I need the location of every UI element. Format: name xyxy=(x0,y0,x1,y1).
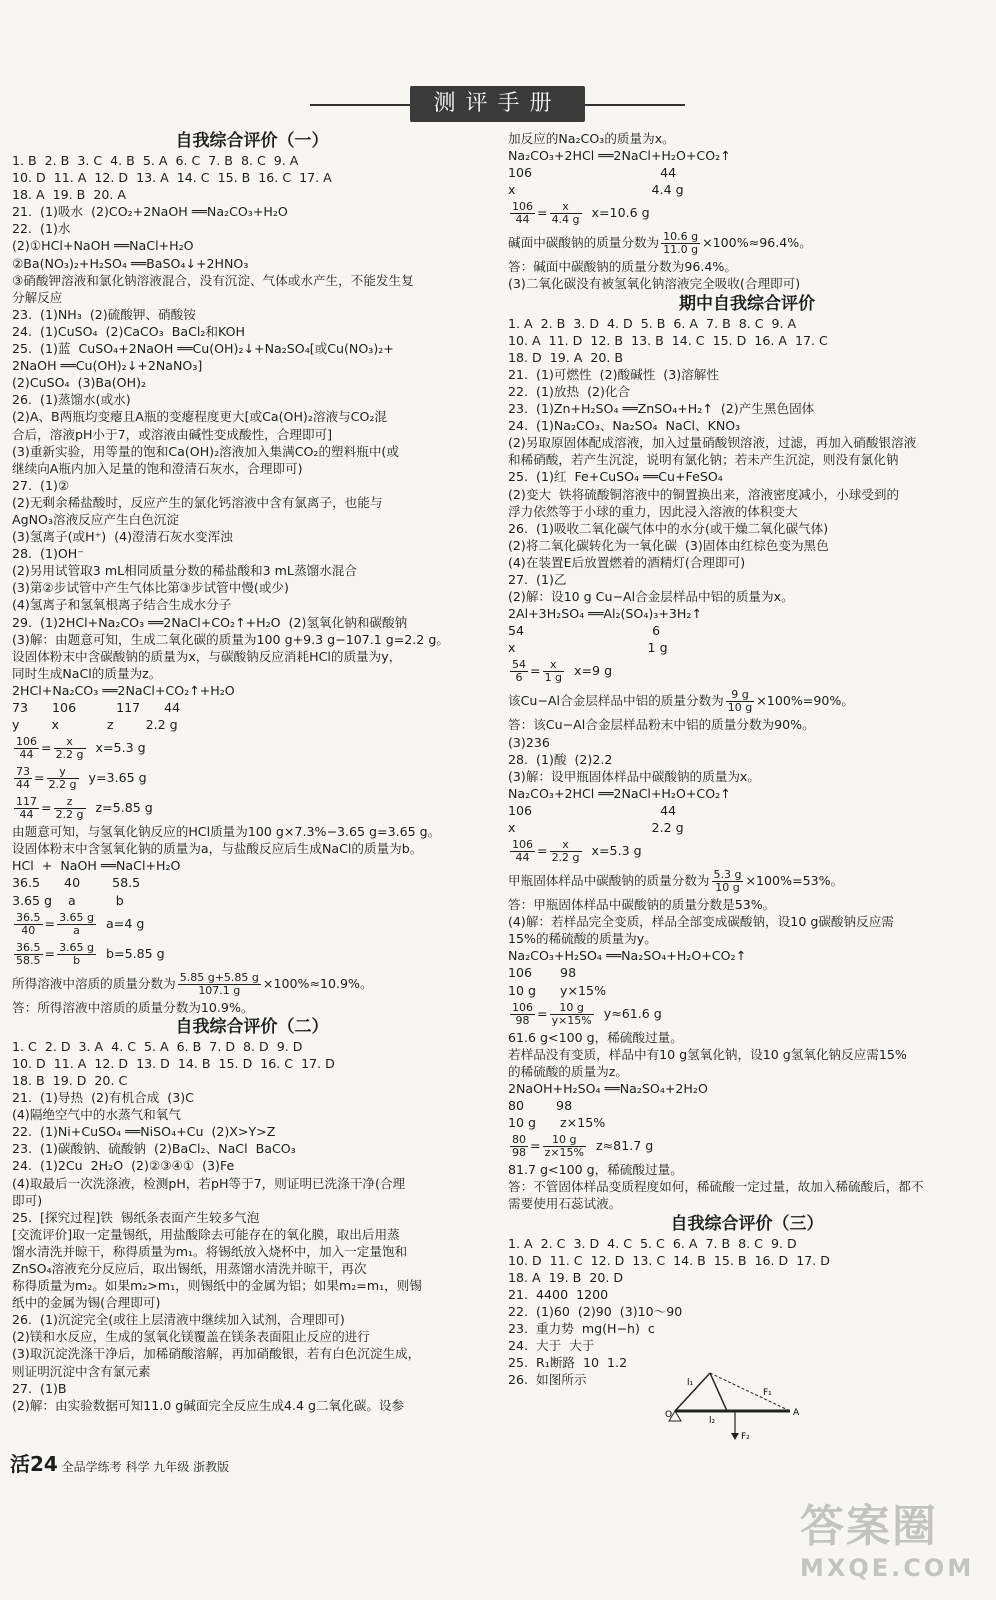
answer-line: (2)无剩余稀盐酸时，反应产生的氯化钙溶液中含有氯离子，也能与 xyxy=(12,494,383,510)
fraction xyxy=(550,201,582,226)
fraction-numerator: 5.85 g+5.85 g xyxy=(179,970,259,984)
page-header xyxy=(0,86,996,126)
formula-prefix: 碱面中碳酸钠的质量分数为 xyxy=(508,235,660,251)
formula-line xyxy=(508,198,986,228)
fraction xyxy=(510,1002,535,1027)
answer-line: 2Al+3H₂SO₄ ══Al₂(SO₄)₃+3H₂↑ xyxy=(508,606,702,622)
formula-line xyxy=(12,969,492,999)
answer-line: 答：该Cu−Al合金层样品粉末中铝的质量分数为90%。 xyxy=(508,717,815,733)
answer-line: (2)将二氧化碳转化为一氧化碳 (3)固体由红棕色变为黑色 xyxy=(508,537,829,553)
formula-result: x=9 g xyxy=(566,663,613,679)
answer-line: 106 44 xyxy=(508,802,677,818)
answer-line: 10 g y×15% xyxy=(508,982,607,998)
equals-sign: = xyxy=(537,1005,548,1021)
watermark-line1: 答案圈 xyxy=(800,1501,938,1552)
fraction-numerator: 10 g xyxy=(543,1134,586,1147)
formula-prefix: 甲瓶固体样品中碳酸钠的质量分数为 xyxy=(508,873,710,889)
fraction xyxy=(661,231,700,256)
answer-line: 22. (1)Ni+CuSO₄ ══NiSO₄+Cu (2)X>Y>Z xyxy=(12,1124,276,1140)
answer-line: 的稀硫酸的质量为z。 xyxy=(508,1063,628,1079)
equals-sign: = xyxy=(44,915,56,931)
fraction-numerator: x xyxy=(550,839,582,852)
answer-line: (4)取最后一次洗涤液，检测pH，若pH等于7，则证明已洗涤干净(合理 xyxy=(12,1175,406,1191)
answer-line: 纸中的金属为锡(合理即可) xyxy=(12,1295,161,1311)
equals-sign: = xyxy=(44,945,56,961)
fraction-denominator: 98 xyxy=(515,1013,530,1027)
formula-line xyxy=(508,866,986,896)
answer-line: 106 44 xyxy=(508,165,677,181)
section-title: 期中自我综合评价 xyxy=(679,293,815,314)
fraction-denominator: 4.4 g xyxy=(551,213,580,227)
formula-result: x=5.3 g xyxy=(87,740,146,756)
fraction-denominator: 40 xyxy=(21,923,36,937)
answer-line: 22. (1)放热 (2)化合 xyxy=(508,383,631,399)
fraction-numerator: 10 g xyxy=(550,1002,594,1015)
answer-line: (3)氢离子(或H⁺) (4)澄清石灰水变浑浊 xyxy=(12,529,233,545)
answer-line: 61.6 g<100 g，稀硫酸过量。 xyxy=(508,1029,683,1045)
fraction xyxy=(550,1002,594,1027)
fraction-numerator: x xyxy=(543,659,564,672)
answer-line: 18. D 19. A 20. B xyxy=(508,349,624,365)
answer-line: 25. [探究过程]铁 锡纸条表面产生较多气泡 xyxy=(12,1209,260,1225)
answer-line: 24. (1)CuSO₄ (2)CaCO₃ BaCl₂和KOH xyxy=(12,323,245,339)
fraction xyxy=(510,659,528,684)
fraction-denominator: 11.0 g xyxy=(663,243,699,257)
answer-line: 106 98 xyxy=(508,965,577,981)
formula-line xyxy=(12,793,492,823)
answer-line: 26. (1)吸收二氧化碳气体中的水分(或干燥二氧化碳气体) xyxy=(508,520,829,536)
formula-result: y=3.65 g xyxy=(80,770,147,786)
answer-line: 即可) xyxy=(12,1192,43,1208)
answer-line: 18. A 19. B 20. A xyxy=(12,187,126,203)
answer-line: 10 g z×15% xyxy=(508,1115,606,1131)
fraction-denominator: 58.5 xyxy=(16,953,41,967)
fraction-numerator: 106 xyxy=(16,735,37,749)
answer-line: (2)解：设10 g Cu−Al合金层样品中铝的质量为x。 xyxy=(508,589,794,605)
header-rule-right xyxy=(585,104,685,106)
left-column xyxy=(12,130,492,1414)
answer-line: (2)①HCl+NaOH ══NaCl+H₂O xyxy=(12,238,194,254)
answer-line: (3)236 xyxy=(508,734,550,750)
answer-line: 25. R₁断路 10 1.2 xyxy=(508,1355,628,1371)
answer-line: (2)变大 铁将硫酸铜溶液中的铜置换出来，溶液密度减小，小球受到的 xyxy=(508,486,900,502)
fraction-numerator: 3.65 g xyxy=(59,940,95,954)
answer-line: 24. 大于 大于 xyxy=(508,1338,595,1354)
answer-line: (4)解：若样品完全变质，样品全部变成碳酸钠，设10 g碳酸钠反应需 xyxy=(508,914,894,930)
answer-line: 10. D 11. A 12. D 13. D 14. B 15. D 16. C 17. D xyxy=(12,1055,335,1071)
answer-line: 和稀硝酸，若产生沉淀，说明有氯化钠；若未产生沉淀，则没有氯化钠 xyxy=(508,452,899,468)
answer-line: 10. D 11. C 12. D 13. C 14. B 15. B 16. D 17. D xyxy=(508,1252,830,1268)
fraction-numerator: 73 xyxy=(16,765,30,779)
fraction xyxy=(550,839,582,864)
equals-sign: = xyxy=(41,740,52,756)
answer-line: 27. (1)② xyxy=(12,477,70,493)
answer-line: (4)在装置E后放置燃着的酒精灯(合理即可) xyxy=(508,554,746,570)
answer-line: 23. (1)NH₃ (2)硫酸钾、硝酸铵 xyxy=(12,306,196,322)
answer-line: 15%的稀硫酸的质量为y。 xyxy=(508,931,657,947)
equals-sign: = xyxy=(34,770,45,786)
fraction-numerator: 9 g xyxy=(726,689,754,702)
answer-line: 22. (1)水 xyxy=(12,221,71,237)
answer-line: 81.7 g<100 g，稀硫酸过量。 xyxy=(508,1162,683,1178)
formula-result: x=10.6 g xyxy=(583,205,650,221)
fraction xyxy=(178,972,261,997)
fraction-denominator: 107.1 g xyxy=(198,983,241,997)
equals-sign: = xyxy=(537,205,548,221)
answer-line: 继续向A瓶内加入足量的饱和澄清石灰水，合理即可) xyxy=(12,460,303,476)
lever-diagram xyxy=(665,1365,805,1445)
diagram-label-a: A xyxy=(793,1408,800,1418)
fraction xyxy=(543,1134,586,1159)
answer-line: x 1 g xyxy=(508,640,668,656)
answer-line: 答：碱面中碳酸钠的质量分数为96.4%。 xyxy=(508,259,737,275)
fraction-denominator: 10 g xyxy=(715,881,740,895)
answer-line: 加反应的Na₂CO₃的质量为x。 xyxy=(508,131,675,146)
section-title: 自我综合评价（二） xyxy=(175,1016,329,1037)
section-title: 自我综合评价（一） xyxy=(175,131,329,151)
answer-line: (2)另用试管取3 mL相同质量分数的稀盐酸和3 mL蒸馏水混合 xyxy=(12,563,357,579)
answer-line: 18. A 19. B 20. D xyxy=(508,1269,624,1285)
diagram-label-f1: F₁ xyxy=(763,1388,772,1398)
fraction xyxy=(14,796,39,821)
answer-line: ③硝酸钾溶液和氯化钠溶液混合，没有沉淀、气体或水产生，不能发生复 xyxy=(12,272,414,288)
formula-result: ×100%=90%。 xyxy=(756,693,854,709)
answer-line: 21. (1)吸水 (2)CO₂+2NaOH ══Na₂CO₃+H₂O xyxy=(12,204,288,220)
formula-result: ×100%≈96.4%。 xyxy=(702,235,812,251)
watermark-logo xyxy=(800,1490,980,1590)
answer-line: 21. (1)可燃性 (2)酸碱性 (3)溶解性 xyxy=(508,366,719,382)
answer-line: y x z 2.2 g xyxy=(12,717,178,733)
answer-line: 23. (1)碳酸钠、硫酸钠 (2)BaCl₂、NaCl BaCO₃ xyxy=(12,1141,296,1157)
equals-sign: = xyxy=(530,663,541,679)
answer-line: 80 98 xyxy=(508,1098,573,1114)
answer-line: 36.5 40 58.5 xyxy=(12,875,141,891)
fraction-denominator: 2.2 g xyxy=(55,808,84,822)
fraction xyxy=(14,912,43,937)
fraction xyxy=(510,839,535,864)
fraction xyxy=(510,1134,528,1159)
answer-line: (3)解：由题意可知，生成二氧化碳的质量为100 g+9.3 g−107.1 g=2.2 g。 xyxy=(12,631,449,647)
diagram-label-l1: l₁ xyxy=(687,1378,694,1388)
answer-line: (2)另取原固体配成溶液，加入过量硝酸钡溶液，过滤，再加入硝酸银溶液 xyxy=(508,435,917,451)
diagram-label-l2: l₂ xyxy=(709,1416,716,1426)
fraction-denominator: 2.2 g xyxy=(48,778,77,792)
formula-result: z=5.85 g xyxy=(87,800,153,816)
fraction-denominator: 44 xyxy=(515,851,530,865)
formula-result: ×100%=53%。 xyxy=(745,873,844,889)
formula-result: ×100%≈10.9%。 xyxy=(262,975,373,991)
answer-line: 26. (1)沉淀完全(或往上层清液中继续加入试剂，合理即可) xyxy=(12,1312,345,1328)
fraction xyxy=(726,689,754,714)
answer-line: (3)取沉淀洗涤干净后，加稀硝酸溶解，再加硝酸银，若有白色沉淀生成， xyxy=(12,1346,421,1362)
answer-line: (2)A、B两瓶均变瘪且A瓶的变瘪程度更大[或Ca(OH)₂溶液与CO₂混 xyxy=(12,409,388,425)
fraction-numerator: 5.3 g xyxy=(713,868,742,882)
formula-line xyxy=(12,763,492,793)
fraction-denominator: 1 g xyxy=(544,671,563,685)
answer-line: 18. B 19. D 20. C xyxy=(12,1072,128,1088)
fraction xyxy=(14,736,39,761)
answer-line: 21. (1)导热 (2)有机合成 (3)C xyxy=(12,1090,194,1106)
answer-line: 设固体粉末中含氢氧化钠的质量为a，与盐酸反应后生成NaCl的质量为b。 xyxy=(12,841,423,857)
answer-line: 需要使用石蕊试液。 xyxy=(508,1196,622,1212)
section-title: 自我综合评价（三） xyxy=(670,1213,824,1234)
answer-line: (3)第②步试管中产生气体比第③步试管中慢(或少) xyxy=(12,580,289,596)
fraction-denominator: 44 xyxy=(19,748,34,762)
equals-sign: = xyxy=(537,843,548,859)
fraction-denominator: 44 xyxy=(515,213,530,227)
fraction-denominator: a xyxy=(73,923,80,937)
answer-line: 28. (1)酸 (2)2.2 xyxy=(508,751,613,767)
fraction-denominator: z×15% xyxy=(544,1146,585,1160)
fraction-numerator: x xyxy=(550,201,582,214)
formula-line xyxy=(508,656,986,686)
fraction-denominator: 98 xyxy=(512,1146,526,1160)
page-number: 活24 xyxy=(10,1452,58,1476)
right-column xyxy=(508,130,986,1388)
formula-prefix: 该Cu−Al合金层样品中铝的质量分数为 xyxy=(508,693,724,709)
answer-line: 馏水清洗并晾干，称得质量为m₁。将锡纸放入烧杯中，加入一定量饱和 xyxy=(12,1243,408,1259)
fraction-denominator: 2.2 g xyxy=(55,748,84,762)
fraction xyxy=(510,201,535,226)
answer-line: ②Ba(NO₃)₂+H₂SO₄ ══BaSO₄↓+2HNO₃ xyxy=(12,255,249,271)
answer-line: 答：不管固体样品变质程度如何，稀硫酸一定过量，故加入稀硫酸后，都不 xyxy=(508,1179,924,1195)
answer-line: x 2.2 g xyxy=(508,820,684,835)
fraction-denominator: 2.2 g xyxy=(551,851,580,865)
answer-line: AgNO₃溶液反应产生白色沉淀 xyxy=(12,511,179,527)
answer-line: 23. (1)Zn+H₂SO₄ ══ZnSO₄+H₂↑ (2)产生黑色固体 xyxy=(508,401,815,417)
answer-line: 设固体粉末中含碳酸钠的质量为x，与碳酸钠反应消耗HCl的质量为y， xyxy=(12,648,402,664)
answer-line: Na₂CO₃+2HCl ══2NaCl+H₂O+CO₂↑ xyxy=(508,785,731,801)
answer-line: 2NaOH+H₂SO₄ ══Na₂SO₄+2H₂O xyxy=(508,1080,708,1096)
answer-line: 26. 如图所示 xyxy=(508,1372,587,1388)
answer-line: (3)解：设甲瓶固体样品中碳酸钠的质量为x。 xyxy=(508,768,760,784)
fraction-numerator: 10.6 g xyxy=(663,230,699,244)
diagram-label-o: O xyxy=(665,1410,673,1420)
answer-line: 合后，溶液pH小于7，或溶液由碱性变成酸性，合理即可] xyxy=(12,426,333,442)
fraction xyxy=(47,766,79,791)
answer-line: 1. A 2. B 3. D 4. D 5. B 6. A 7. B 8. C 9. A xyxy=(508,315,797,331)
answer-line: (3)二氧化碳没有被氢氧化钠溶液完全吸收(合理即可) xyxy=(508,276,801,292)
answer-line: 答：所得溶液中溶质的质量分数为10.9%。 xyxy=(12,999,254,1015)
fraction-numerator: 106 xyxy=(512,838,533,852)
fraction-denominator: 6 xyxy=(515,671,523,685)
answer-line: 25. (1)蓝 CuSO₄+2NaOH ══Cu(OH)₂↓+Na₂SO₄[或Cu(NO₃)₂+ xyxy=(12,341,394,357)
answer-line: x 4.4 g xyxy=(508,182,684,198)
answer-line: (2)CuSO₄ (3)Ba(OH)₂ xyxy=(12,375,147,391)
fraction-denominator: 10 g xyxy=(727,701,753,715)
answer-line: 73 106 117 44 xyxy=(12,700,181,715)
answer-line: 29. (1)2HCl+Na₂CO₃ ══2NaCl+CO₂↑+H₂O (2)氢氧化钠和碳酸钠 xyxy=(12,614,408,630)
formula-line xyxy=(508,228,986,258)
answer-line: 若样品没有变质，样品中有10 g氢氧化钠，设10 g氢氧化钠反应需15% xyxy=(508,1046,907,1062)
fraction-numerator: 80 xyxy=(512,1133,526,1147)
answer-line: 1. B 2. B 3. C 4. B 5. A 6. C 7. B 8. C 9. A xyxy=(12,153,299,168)
answer-line: 10. A 11. D 12. B 13. B 14. C 15. D 16. A 17. C xyxy=(508,332,828,348)
answer-line: 2NaOH ══Cu(OH)₂↓+2NaNO₃] xyxy=(12,358,203,374)
formula-line xyxy=(508,686,986,716)
answer-line: 则证明沉淀中含有氯元素 xyxy=(12,1363,151,1379)
page-footer xyxy=(10,1448,229,1477)
fraction xyxy=(54,736,86,761)
answer-line: 24. (1)2Cu 2H₂O (2)②③④① (3)Fe xyxy=(12,1158,235,1174)
answer-line: 26. (1)蒸馏水(或水) xyxy=(12,392,131,408)
fraction-numerator: x xyxy=(54,736,86,749)
answer-line: 27. (1)B xyxy=(12,1380,67,1396)
answer-line: 答：甲瓶固体样品中碳酸钠的质量分数是53%。 xyxy=(508,897,776,913)
answer-line: 由题意可知，与氢氧化钠反应的HCl质量为100 g×7.3%−3.65 g=3.65 g。 xyxy=(12,824,441,840)
fraction-numerator: 3.65 g xyxy=(59,910,95,924)
answer-line: 27. (1)乙 xyxy=(508,571,567,587)
fraction-numerator: 106 xyxy=(512,1000,533,1014)
formula-result: z≈81.7 g xyxy=(588,1138,654,1154)
formula-line xyxy=(508,1131,986,1161)
answer-line: (2)解：由实验数据可知11.0 g碱面完全反应生成4.4 g二氧化碳。设参 xyxy=(12,1397,405,1413)
equals-sign: = xyxy=(41,800,52,816)
answer-line: 称得质量为m₂。如果m₂>m₁，则锡纸中的金属为铝；如果m₂=m₁，则锡 xyxy=(12,1278,422,1294)
answer-line: 23. 重力势 mg(H−h) c xyxy=(508,1320,655,1336)
answer-line: 22. (1)60 (2)90 (3)10～90 xyxy=(508,1303,683,1319)
header-rule-left xyxy=(310,104,410,106)
answer-line: 28. (1)OH⁻ xyxy=(12,546,84,562)
answer-line: (4)隔绝空气中的水蒸气和氧气 xyxy=(12,1107,181,1123)
answer-line: 25. (1)红 Fe+CuSO₄ ══Cu+FeSO₄ xyxy=(508,469,723,485)
fraction xyxy=(54,796,86,821)
answer-line: (2)镁和水反应，生成的氢氧化镁覆盖在镁条表面阻止反应的进行 xyxy=(12,1329,370,1345)
fraction xyxy=(14,766,32,791)
formula-line xyxy=(12,733,492,763)
fraction-denominator: 44 xyxy=(19,808,34,822)
formula-line xyxy=(508,999,986,1029)
answer-line: Na₂CO₃+2HCl ══2NaCl+H₂O+CO₂↑ xyxy=(508,148,731,164)
formula-result: b=5.85 g xyxy=(98,945,165,961)
formula-result: y≈61.6 g xyxy=(595,1005,662,1021)
formula-prefix: 所得溶液中溶质的质量分数为 xyxy=(12,975,176,991)
answer-line: 1. C 2. D 3. A 4. C 5. A 6. B 7. D 8. D 9. D xyxy=(12,1038,303,1054)
answer-line: [交流评价]取一定量锡纸，用盐酸除去可能存在的氧化膜，取出后用蒸 xyxy=(12,1226,400,1242)
formula-result: x=5.3 g xyxy=(583,843,642,859)
fraction-denominator: y×15% xyxy=(551,1013,592,1027)
answer-line: 24. (1)Na₂CO₃、Na₂SO₄ NaCl、KNO₃ xyxy=(508,418,741,434)
formula-result: a=4 g xyxy=(98,915,145,931)
fraction xyxy=(14,942,43,967)
answer-line: 10. D 11. A 12. D 13. A 14. C 15. B 16. C 17. A xyxy=(12,170,332,186)
fraction-numerator: 36.5 xyxy=(16,910,41,924)
fraction-numerator: 117 xyxy=(16,795,37,809)
watermark-line2: MXQE.COM xyxy=(800,1554,975,1582)
answer-line: Na₂CO₃+H₂SO₄ ══Na₂SO₄+H₂O+CO₂↑ xyxy=(508,948,747,964)
formula-line xyxy=(508,836,986,866)
fraction xyxy=(57,942,96,967)
formula-line xyxy=(12,909,492,939)
header-banner: 测评手册 xyxy=(410,86,585,122)
footer-text: 全品学练考 科学 九年级 浙教版 xyxy=(61,1460,230,1474)
answer-line: 同时生成NaCl的质量为z。 xyxy=(12,665,162,681)
answer-line: HCl + NaOH ══NaCl+H₂O xyxy=(12,858,181,874)
fraction-denominator: 44 xyxy=(16,778,30,792)
fraction xyxy=(57,912,96,937)
formula-line xyxy=(12,939,492,969)
equals-sign: = xyxy=(530,1138,541,1154)
fraction xyxy=(543,659,564,684)
answer-line: 21. 4400 1200 xyxy=(508,1286,609,1302)
answer-line: (4)氢离子和氢氧根离子结合生成水分子 xyxy=(12,597,232,613)
answer-line: 54 6 xyxy=(508,623,661,639)
fraction-numerator: 36.5 xyxy=(16,940,41,954)
fraction-denominator: b xyxy=(73,953,81,967)
answer-line: 1. A 2. C 3. D 4. C 5. C 6. A 7. B 8. C 9. D xyxy=(508,1235,797,1251)
fraction-numerator: y xyxy=(47,766,79,779)
fraction-numerator: 106 xyxy=(512,200,533,214)
fraction xyxy=(712,869,744,894)
answer-line: 浮力依然等于小球的重力，因此浸入溶液的体积变大 xyxy=(508,503,798,519)
answer-line: 3.65 g a b xyxy=(12,892,124,908)
answer-line: ZnSO₄溶液充分反应后，取出锡纸，用蒸馏水清洗并晾干，再次 xyxy=(12,1260,367,1276)
fraction-numerator: 54 xyxy=(512,658,526,672)
fraction-numerator: z xyxy=(54,796,86,809)
answer-line: 2HCl+Na₂CO₃ ══2NaCl+CO₂↑+H₂O xyxy=(12,682,235,698)
answer-line: (3)重新实验，用等量的饱和Ca(OH)₂溶液加入集满CO₂的塑料瓶中(或 xyxy=(12,443,399,459)
diagram-label-f2: F₂ xyxy=(741,1432,750,1442)
answer-line: 分解反应 xyxy=(12,289,63,305)
